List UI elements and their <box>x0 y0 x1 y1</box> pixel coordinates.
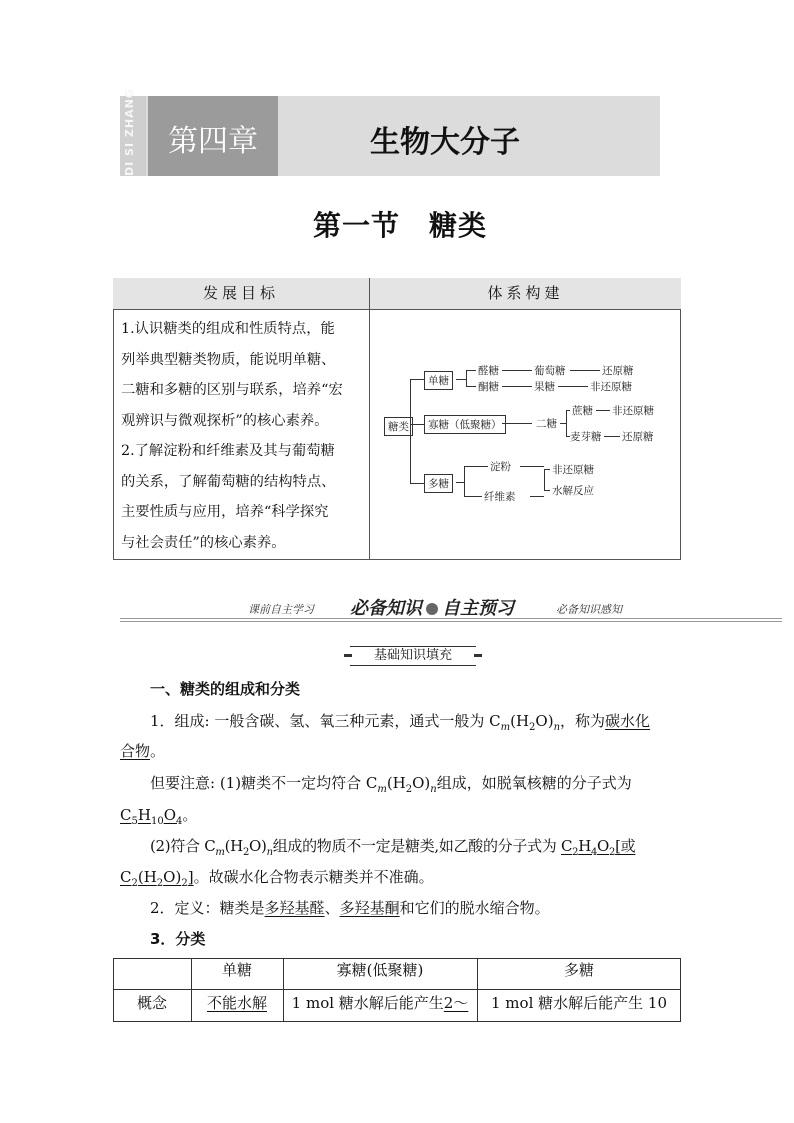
paragraph-note-1-cont: $C_5H_{10}O_4$。 <box>120 806 198 827</box>
diagram-node: 非还原糖 <box>612 405 654 417</box>
diagram-oligo: 寡糖（低聚糖） <box>424 415 506 434</box>
diagram-poly: 多糖 <box>424 474 453 493</box>
answer-blank: 碳水化 <box>605 712 651 730</box>
diagram-node: 醛糖 <box>478 365 499 377</box>
diagram-node: 蔗糖 <box>572 405 593 417</box>
diagram-node: 二糖 <box>536 418 557 430</box>
divider-main-a: 必备知识 <box>350 598 422 619</box>
goals-text <box>121 314 364 558</box>
goal-line: 1.认识糖类的组成和性质特点，能 <box>121 321 335 337</box>
chapter-title: 生物大分子 <box>370 125 520 160</box>
table-cell: 1 mol 糖水解后能产生 10 <box>491 994 667 1012</box>
table-header: 单糖 <box>221 961 252 979</box>
section-title: 第一节 糖类 <box>312 209 487 242</box>
diagram-node: 果糖 <box>534 381 555 393</box>
goal-line: 观辨识与微观探析”的核心素养。 <box>121 412 329 429</box>
table-row-label: 概念 <box>136 994 167 1012</box>
goals-header-left: 发展目标 <box>113 278 370 310</box>
table-cell: 1 mol 糖水解后能产生2～ <box>291 994 469 1012</box>
diagram-node: 淀粉 <box>490 461 511 473</box>
label-bracket-right <box>474 654 482 657</box>
divider-left-text: 课前自主学习 <box>248 603 314 616</box>
goal-line: 列举典型糖类物质，能说明单糖、 <box>121 351 336 368</box>
goal-line: 主要性质与应用，培养“科学探究 <box>121 504 329 520</box>
chapter-side-letters: DI SI ZHANG <box>120 96 146 176</box>
divider-line <box>120 621 782 622</box>
answer-blank: $C_2H_4O_2$[或 <box>560 837 636 858</box>
goal-line: 二糖和多糖的区别与联系，培养“宏 <box>121 382 343 398</box>
table-divider <box>113 989 681 990</box>
basic-knowledge-label: 基础知识填充 <box>350 646 476 666</box>
table-header: 多糖 <box>563 961 594 979</box>
goal-line: 2.了解淀粉和纤维素及其与葡萄糖 <box>121 443 335 459</box>
diagram-node: 水解反应 <box>552 485 594 497</box>
diagram-node: 纤维素 <box>484 491 516 503</box>
diagram-node: 酮糖 <box>478 381 499 393</box>
diagram-node: 还原糖 <box>602 365 634 377</box>
paragraph-classification: 3．分类 <box>150 930 206 948</box>
diagram-mono: 单糖 <box>424 371 453 390</box>
paragraph-composition: 1．组成: 一般含碳、氢、氧三种元素，通式一般为 $C_m(H_2O)_n$，称为碳水化 <box>150 712 651 733</box>
answer-blank: 合物 <box>120 742 151 760</box>
diagram-root: 糖类 <box>384 417 413 436</box>
answer-blank: $C_5H_{10}O_4$ <box>120 806 183 827</box>
divider-right-text: 必备知识感知 <box>556 603 622 616</box>
diagram-node: 葡萄糖 <box>534 365 566 377</box>
goal-line: 与社会责任”的核心素养。 <box>121 534 286 551</box>
heading-composition: 一、糖类的组成和分类 <box>150 680 301 698</box>
divider-dot-icon <box>426 603 438 615</box>
answer-blank: 多羟基醛 <box>264 899 325 917</box>
answer-blank: 多羟基酮 <box>339 899 400 917</box>
table-cell: 不能水解 <box>206 994 267 1012</box>
goal-line: 的关系，了解葡萄糖的结构特点、 <box>121 473 336 490</box>
paragraph-note-1: 但要注意: (1)糖类不一定均符合 $C_m(H_2O)_n$组成，如脱氧核糖的分子式为 <box>150 774 632 795</box>
divider-main-b: 自主预习 <box>442 598 514 619</box>
chapter-label-box <box>148 96 278 176</box>
diagram-node: 非还原糖 <box>552 464 594 476</box>
answer-blank: $C_2(H_2O)_2$] <box>120 868 194 889</box>
paragraph-note-2: (2)符合 $C_m(H_2O)_n$组成的物质不一定是糖类,如乙酸的分子式为 $C_2H_4O_2$[或 <box>150 837 636 858</box>
diagram-node: 麦芽糖 <box>570 431 602 443</box>
goals-header-right: 体系构建 <box>370 278 681 310</box>
table-header: 寡糖(低聚糖) <box>336 961 424 979</box>
paragraph-composition-cont: 合物。 <box>120 742 166 760</box>
paragraph-note-2-cont: $C_2(H_2O)_2$]。故碳水化合物表示糖类并不准确。 <box>120 868 434 889</box>
diagram-node: 非还原糖 <box>590 381 632 393</box>
paragraph-definition: 2．定义：糖类是多羟基醛、多羟基酮和它们的脱水缩合物。 <box>150 899 550 917</box>
divider-main <box>350 594 514 620</box>
goals-column-divider <box>369 310 370 560</box>
diagram-node: 还原糖 <box>622 431 654 443</box>
chapter-label: 第四章 <box>168 124 258 159</box>
